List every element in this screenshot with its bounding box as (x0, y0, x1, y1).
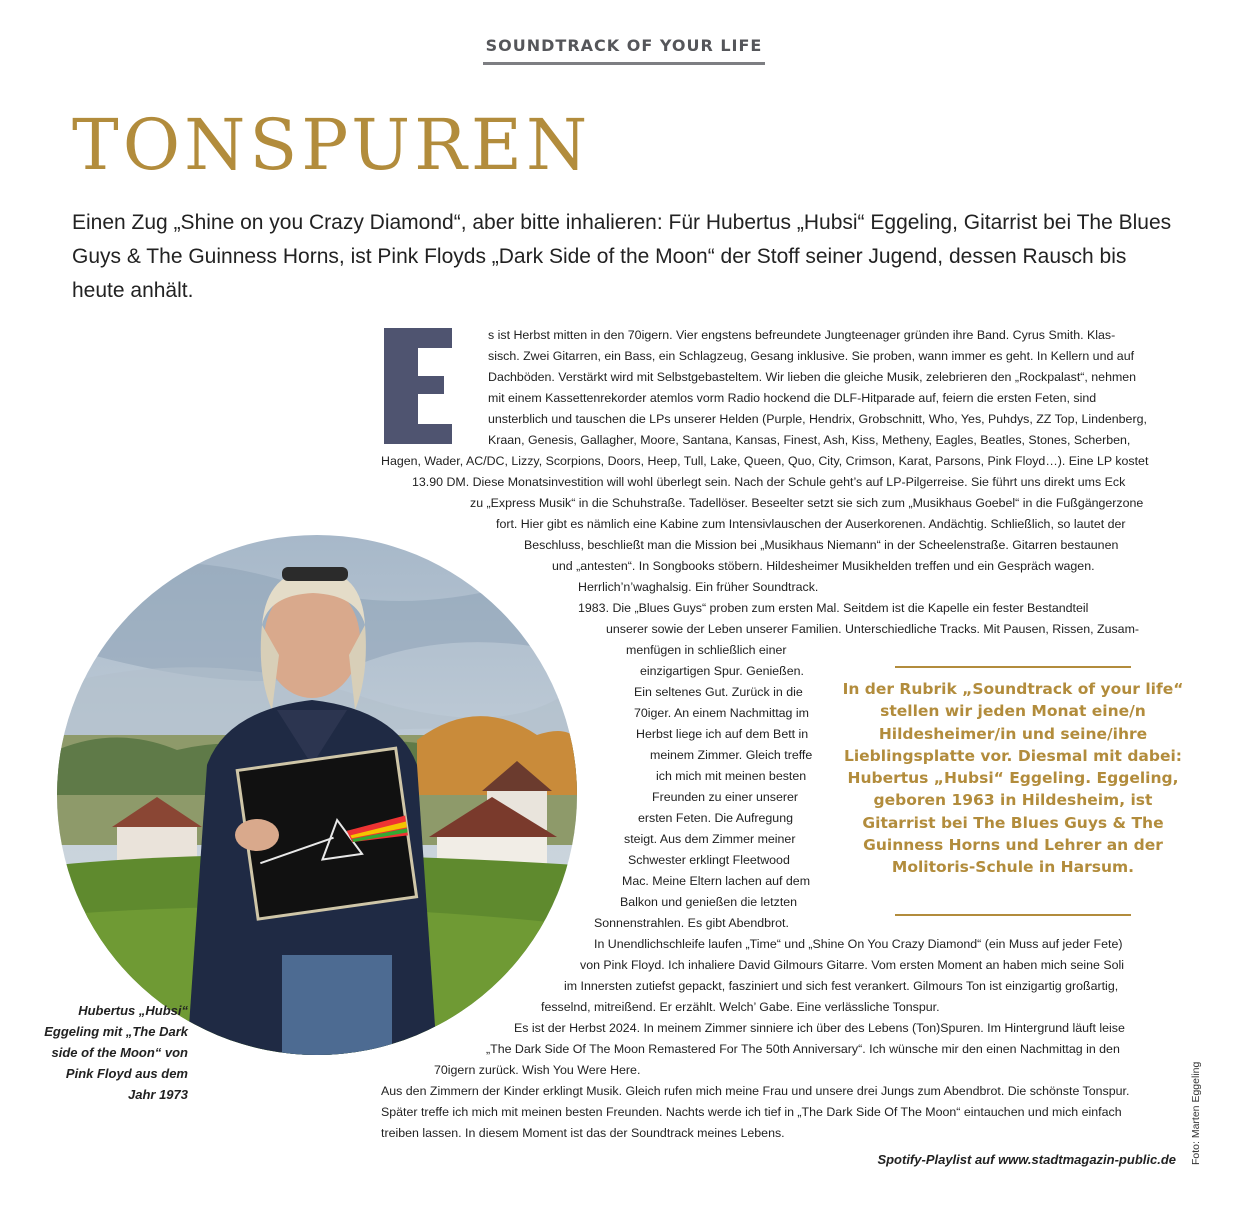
photo-caption: Hubertus „Hubsi“ Eggeling mit „The Dark side of the Moon“ von Pink Floyd aus dem Jahr 1973 (44, 1003, 188, 1102)
body-line: Beschluss, beschließt man die Mission bei „Musikhaus Niemann“ in der Scheelenstraße. Gitarren bestaunen (524, 538, 1119, 552)
lead-paragraph: Einen Zug „Shine on you Crazy Diamond“, aber bitte inhalieren: Für Hubertus „Hubsi“ Eggeling, Gitarrist bei The Blues Guys & The Guinness Horns, ist Pink Floyds „Dark Side of the Moon“ der Stoff seiner Jugend, dessen Rausch bis heute anhält. (72, 211, 1172, 302)
body-line: Dachböden. Verstärkt wird mit Selbstgebasteltem. Wir lieben die gleiche Musik, zelebrieren den „Rockpalast“, nehmen (488, 370, 1137, 384)
body-line: unserer sowie der Leben unserer Familien. Unterschiedliche Tracks. Mit Pausen, Rissen, Zusam- (606, 622, 1140, 636)
body-line: sisch. Zwei Gitarren, ein Bass, ein Schlagzeug, Gesang inklusive. Sie proben, wann immer es geht. In Kellern und auf (488, 349, 1135, 363)
body-line: Balkon und genießen die letzten (620, 895, 798, 909)
headline: TONSPUREN (72, 104, 592, 186)
body-line: Hagen, Wader, AC/DC, Lizzy, Scorpions, Doors, Heep, Tull, Lake, Queen, Quo, City, Crimson, Karat, Parsons, Pink Floyd…). Eine LP kostet (381, 454, 1149, 468)
body-line: Freunden zu einer unserer (652, 790, 799, 804)
body-line: menfügen in schließlich einer (626, 643, 787, 657)
body-line: Aus den Zimmern der Kinder erklingt Musik. Gleich rufen mich meine Frau und unsere drei Jungs zum Abendbrot. Die schönste Tonspur. (381, 1084, 1130, 1098)
body-line: 13.90 DM. Diese Monatsinvestition will wohl überlegt sein. Nach der Schule geht’s auf LP-Pilgerreise. Sie führt uns direkt ums Eck (412, 475, 1126, 489)
body-line: einzigartigen Spur. Genießen. (640, 664, 804, 678)
photo-credit: Foto: Marten Eggeling (1190, 1061, 1202, 1165)
body-line: meinem Zimmer. Gleich treffe (650, 748, 813, 762)
pull-quote-top-rule (895, 666, 1131, 668)
pull-quote: In der Rubrik „Soundtrack of your life“ stellen wir jeden Monat eine/n Hildesheimer/in und seine/ihre Lieblingsplatte vor. Diesmal mit dabei: Hubertus „Hubsi“ Eggeling. Eggeling, geboren 1963 in Hildesheim, ist Gitarrist bei The Blues Guys & The Guinness Horns und Lehrer an der Molitoris-Schule in Harsum. (842, 680, 1184, 877)
kicker-underline (483, 62, 765, 65)
body-line: steigt. Aus dem Zimmer meiner (624, 832, 796, 846)
body-line: Ein seltenes Gut. Zurück in die (634, 685, 803, 699)
body-line: 1983. Die „Blues Guys“ proben zum ersten Mal. Seitdem ist die Kapelle ein fester Bestandteil (578, 601, 1089, 615)
body-line: In Unendlichschleife laufen „Time“ und „Shine On You Crazy Diamond“ (ein Muss auf jeder Fete) (594, 937, 1123, 951)
body-line: fort. Hier gibt es nämlich eine Kabine zum Intensivlauschen der Auserkorenen. Andächtig. Schließlich, so lautet der (496, 517, 1126, 531)
body-line: unsterblich und tauschen die LPs unserer Helden (Purple, Hendrix, Grobschnitt, Who, Yes, Puhdys, ZZ Top, Lindenberg, (488, 412, 1147, 426)
body-line: und „antesten“. In Songbooks stöbern. Hildesheimer Musikhelden treffen und ein Gespräch wagen. (552, 559, 1095, 573)
body-line: Herbst liege ich auf dem Bett in (636, 727, 809, 741)
body-line: 70igern zurück. Wish You Were Here. (434, 1063, 641, 1077)
body-line: ersten Feten. Die Aufregung (638, 811, 793, 825)
body-line: Herrlich’n’waghalsig. Ein früher Soundtrack. (578, 580, 819, 594)
body-line: s ist Herbst mitten in den 70igern. Vier engstens befreundete Jungteenager gründen ihre Band. Cyrus Smith. Klas- (488, 328, 1116, 342)
body-line: zu „Express Musik“ in die Schuhstraße. Tadellöser. Beseelter setzt sie sich zum „Musikhaus Goebel“ in die Fußgängerzone (470, 496, 1144, 510)
body-line: Mac. Meine Eltern lachen auf dem (622, 874, 811, 888)
body-line: im Innersten zutiefst gepackt, fasziniert und sich fest verankert. Gilmours Ton ist einzigartig großartig, (564, 979, 1119, 993)
body-line: Es ist der Herbst 2024. In meinem Zimmer sinniere ich über des Lebens (Ton)Spuren. Im Hintergrund läuft leise (514, 1021, 1125, 1035)
portrait-illustration (57, 535, 577, 1055)
body-line: 70iger. An einem Nachmittag im (634, 706, 809, 720)
body-line: treiben lassen. In diesem Moment ist das der Soundtrack meines Lebens. (381, 1126, 785, 1140)
body-line: Schwester erklingt Fleetwood (628, 853, 790, 867)
body-line: mit einem Kassettenrekorder atemlos vorm Radio hockend die DLF-Hitparade auf, feiern die ersten Feten, sind (488, 391, 1097, 405)
body-line: Sonnenstrahlen. Es gibt Abendbrot. (594, 916, 789, 930)
pull-quote-bottom-rule (895, 914, 1131, 916)
body-line: „The Dark Side Of The Moon Remastered For The 50th Anniversary“. Ich wünsche mir den einen Nachmittag in den (486, 1042, 1120, 1056)
body-line: von Pink Floyd. Ich inhaliere David Gilmours Gitarre. Vom ersten Moment an haben mich seine Soli (580, 958, 1125, 972)
body-line: Kraan, Genesis, Gallagher, Moore, Santana, Kansas, Finest, Ash, Kiss, Metheny, Eagles, Beatles, Stones, Scherben, (488, 433, 1131, 447)
drop-cap-e (378, 326, 456, 446)
spotify-playlist-note: Spotify-Playlist auf www.stadtmagazin-public.de (877, 1152, 1176, 1167)
portrait-photo (57, 535, 577, 1055)
body-line: Später treffe ich mich mit meinen besten Freunden. Nachts werde ich tief in „The Dark Side Of The Moon“ eintauchen und mich einfach (381, 1105, 1122, 1119)
body-line: fesselnd, mitreißend. Er erzählt. Welch’ Gabe. Eine verlässliche Tonspur. (541, 1000, 940, 1014)
section-kicker: SOUNDTRACK OF YOUR LIFE (485, 36, 763, 55)
body-line: ich mich mit meinen besten (656, 769, 807, 783)
